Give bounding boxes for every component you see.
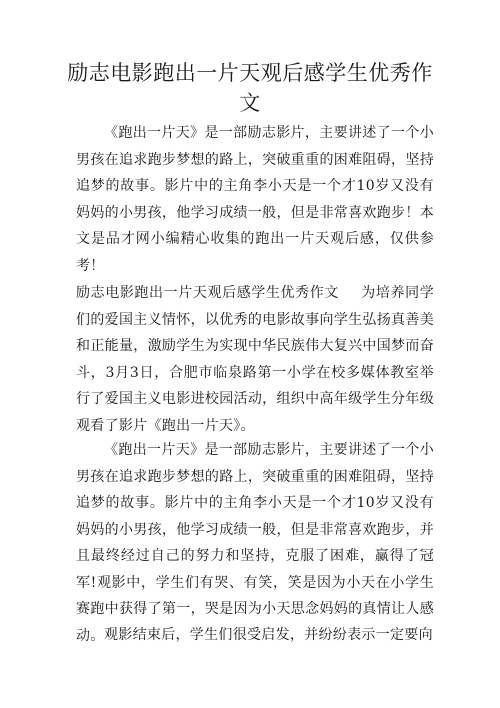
body-paragraph-1-text: 为培养同学们的爱国主义情怀，以优秀的电影故事向学生弘扬真善美和正能量，激励学生为实现中华民族伟大复兴中国梦而奋斗，3月3日，合肥市临泉路第一小学在校多媒体教室举行了爱国主义电影进校园活动，组织中高年级学生分年级观看了影片《跑出一片天》。 bbox=[76, 285, 434, 434]
document-title: 励志电影跑出一片天观后感学生优秀作文 bbox=[67, 61, 433, 115]
intro-paragraph: 《跑出一片天》是一部励志影片，主要讲述了一个小男孩在追求跑步梦想的路上，突破重重的困难阻碍，坚持追梦的故事。影片中的主角李小天是一个才10岁又没有妈妈的小男孩，他学习成绩一般，但是非常喜欢跑步！本文是品才网小编精心收集的跑出一片天观后感，仅供参考！ bbox=[76, 125, 434, 274]
body-paragraph-1 bbox=[76, 280, 434, 439]
body-paragraph-3: 观影结束后，学生们很受启发，并纷纷表示一定要向 bbox=[104, 627, 433, 643]
body-paragraph-2: 《跑出一片天》是一部励志影片，主要讲述了一个小男孩在追求跑步梦想的路上，突破重重的困难阻碍，坚持追梦的故事。影片中的主角李小天是一个才10岁又没有妈妈的小男孩，他学习成绩一般，但是非常喜欢跑步，并且最终经过自己的努力和坚持，克服了困难，赢得了冠军!观影中，学生们有哭、有笑，笑是因为小天在小学生赛跑中获得了第一，哭是因为小天思念妈妈的真情让人感动。 bbox=[76, 442, 434, 644]
section-heading: 励志电影跑出一片天观后感学生优秀作文 bbox=[76, 285, 339, 301]
